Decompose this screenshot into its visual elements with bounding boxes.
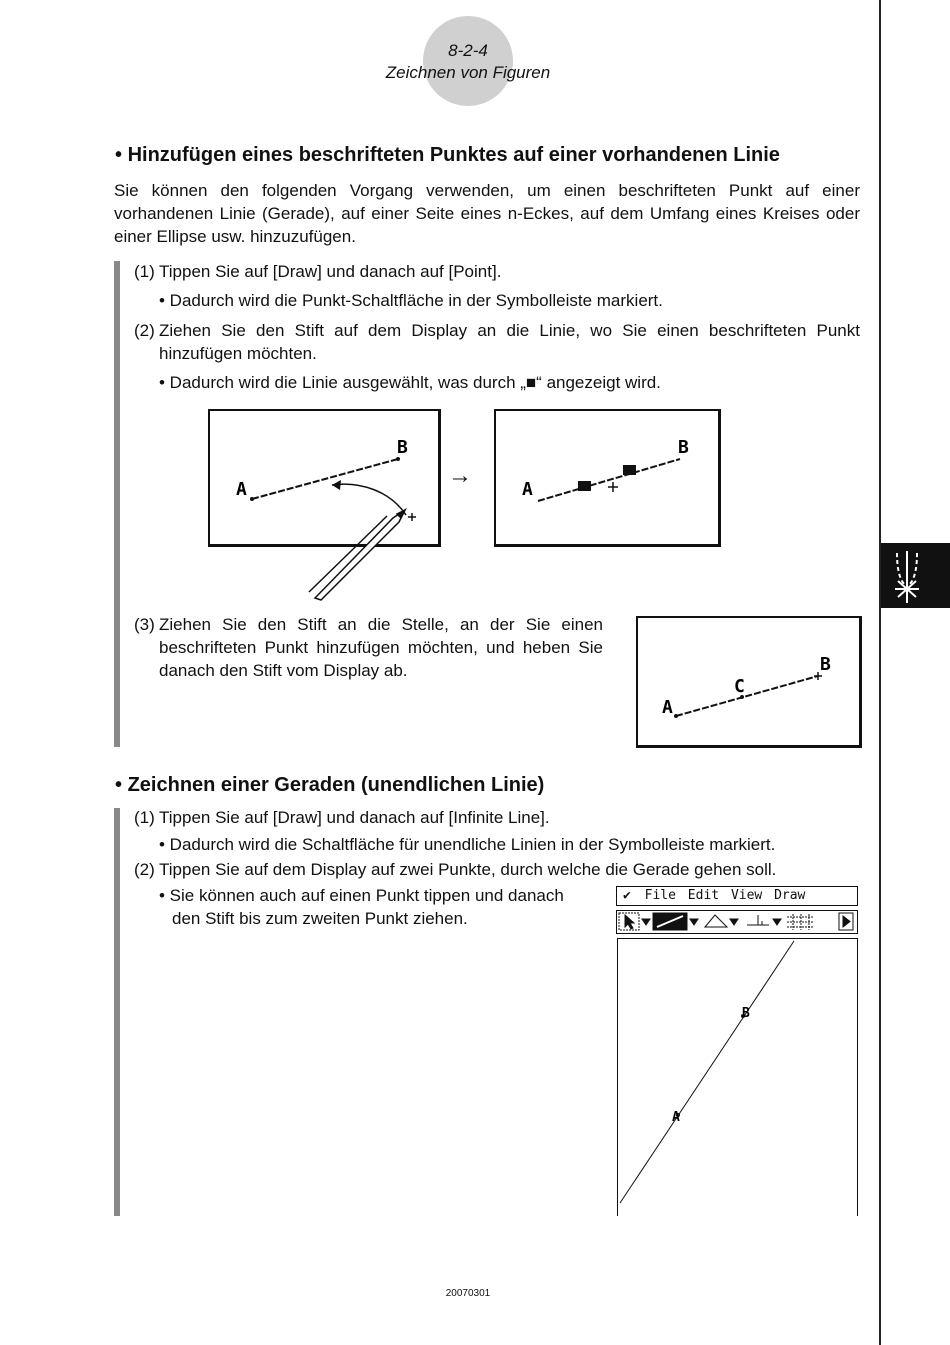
dropdown-icon[interactable]	[690, 919, 698, 925]
menu-icon[interactable]: ✔	[623, 888, 631, 903]
label-a: A	[672, 1110, 680, 1125]
label-c: C	[734, 676, 745, 697]
s1-step1-note: • Dadurch wird die Punkt-Schaltfläche in der Symbolleiste markiert.	[159, 291, 663, 310]
arrow-head	[332, 480, 341, 490]
dropdown-icon[interactable]	[642, 919, 650, 925]
menu-view[interactable]: View	[730, 888, 763, 903]
line-segment	[676, 676, 818, 716]
perpendicular-tool-icon[interactable]	[747, 915, 769, 925]
calc-display[interactable]	[617, 938, 858, 1216]
selection-marker-2	[623, 465, 636, 475]
section1-heading	[115, 144, 780, 167]
step-number: (3)	[134, 615, 155, 634]
infinite-line	[620, 941, 794, 1203]
dropdown-icon[interactable]	[773, 919, 781, 925]
s1-step2-note: • Dadurch wird die Linie ausgewählt, was durch „■“ angezeigt wird.	[159, 373, 661, 392]
section1-intro: Sie können den folgenden Vorgang verwenden, um einen beschrifteten Punkt auf einer vorhandenen Linie (Gerade), auf einer Seite eines n-Eckes, auf dem Umfang eines Kreises oder einer Ellipse usw. hinzuzufügen.	[114, 181, 860, 246]
s2-step2	[134, 858, 860, 881]
step-number: (2)	[134, 860, 155, 879]
menu-edit[interactable]: Edit	[687, 888, 720, 903]
menu-draw[interactable]: Draw	[774, 888, 806, 903]
chapter-tab	[881, 543, 950, 608]
section2-sidebar-bar	[114, 808, 120, 1216]
label-b: B	[820, 654, 831, 675]
s1-step3	[134, 613, 603, 682]
label-b: B	[397, 437, 408, 458]
heading-bullet: •	[115, 144, 123, 166]
s1-step1	[134, 260, 860, 283]
label-a: A	[662, 697, 673, 718]
s1-step2	[134, 319, 860, 365]
calc-toolbar	[616, 910, 858, 934]
step-text: Ziehen Sie den Stift auf dem Display an die Linie, wo Sie einen beschrifteten Punkt hinzufügen möchten.	[159, 321, 860, 363]
heading-text: Hinzufügen eines beschrifteten Punktes auf einer vorhandenen Linie	[127, 144, 780, 166]
selection-marker-1	[578, 481, 591, 491]
s2-step1	[134, 806, 860, 829]
stylus-icon	[305, 506, 415, 601]
calc-menu-bar	[616, 886, 858, 906]
step-number: (1)	[134, 262, 155, 281]
step-text: Tippen Sie auf dem Display auf zwei Punkte, durch welche die Gerade gehen soll.	[159, 860, 777, 879]
label-b: B	[742, 1006, 750, 1021]
label-a: A	[236, 479, 247, 500]
step-number: (2)	[134, 321, 155, 340]
chapter-title: Zeichnen von Figuren	[385, 63, 551, 82]
transition-arrow: →	[448, 462, 472, 489]
label-a: A	[522, 479, 533, 500]
step-text: Tippen Sie auf [Draw] und danach auf [Infinite Line].	[159, 808, 550, 827]
geometry-tab-icon	[881, 543, 950, 608]
step-text: Ziehen Sie den Stift an die Stelle, an der Sie einen beschrifteten Punkt hinzufügen möchten, und heben Sie danach den Stift vom Display ab.	[159, 615, 603, 680]
step-text: Tippen Sie auf [Draw] und danach auf [Point].	[159, 262, 502, 281]
heading-bullet: •	[115, 774, 123, 796]
s2-step1-note: • Dadurch wird die Schaltfläche für unendliche Linien in der Symbolleiste markiert.	[159, 835, 776, 854]
screen-result	[636, 616, 862, 748]
grid-tool-icon[interactable]	[787, 914, 813, 930]
right-margin-rule	[879, 0, 881, 1345]
point-a	[250, 497, 254, 501]
line-segment	[252, 459, 398, 499]
point-a	[674, 714, 678, 718]
menu-file[interactable]: File	[644, 888, 676, 903]
section2-heading	[115, 774, 544, 797]
screen-after	[494, 409, 721, 547]
label-b: B	[678, 437, 689, 458]
crosshair-icon	[608, 482, 618, 492]
s2-step2-note: • Sie können auch auf einen Punkt tippen und danach den Stift bis zum zweiten Punkt ziehen.	[159, 886, 564, 928]
dropdown-icon[interactable]	[730, 919, 738, 925]
section1-sidebar-bar	[114, 261, 120, 747]
line-segment	[538, 459, 680, 501]
play-right-icon	[843, 916, 850, 927]
page-number: 8-2-4	[448, 41, 488, 60]
page-header	[350, 40, 586, 84]
triangle-tool-icon[interactable]	[705, 915, 727, 927]
step-number: (1)	[134, 808, 155, 827]
footer-code: 20070301	[445, 1288, 491, 1299]
pointer-icon	[625, 915, 634, 929]
heading-text: Zeichnen einer Geraden (unendlichen Linie)	[127, 774, 545, 796]
